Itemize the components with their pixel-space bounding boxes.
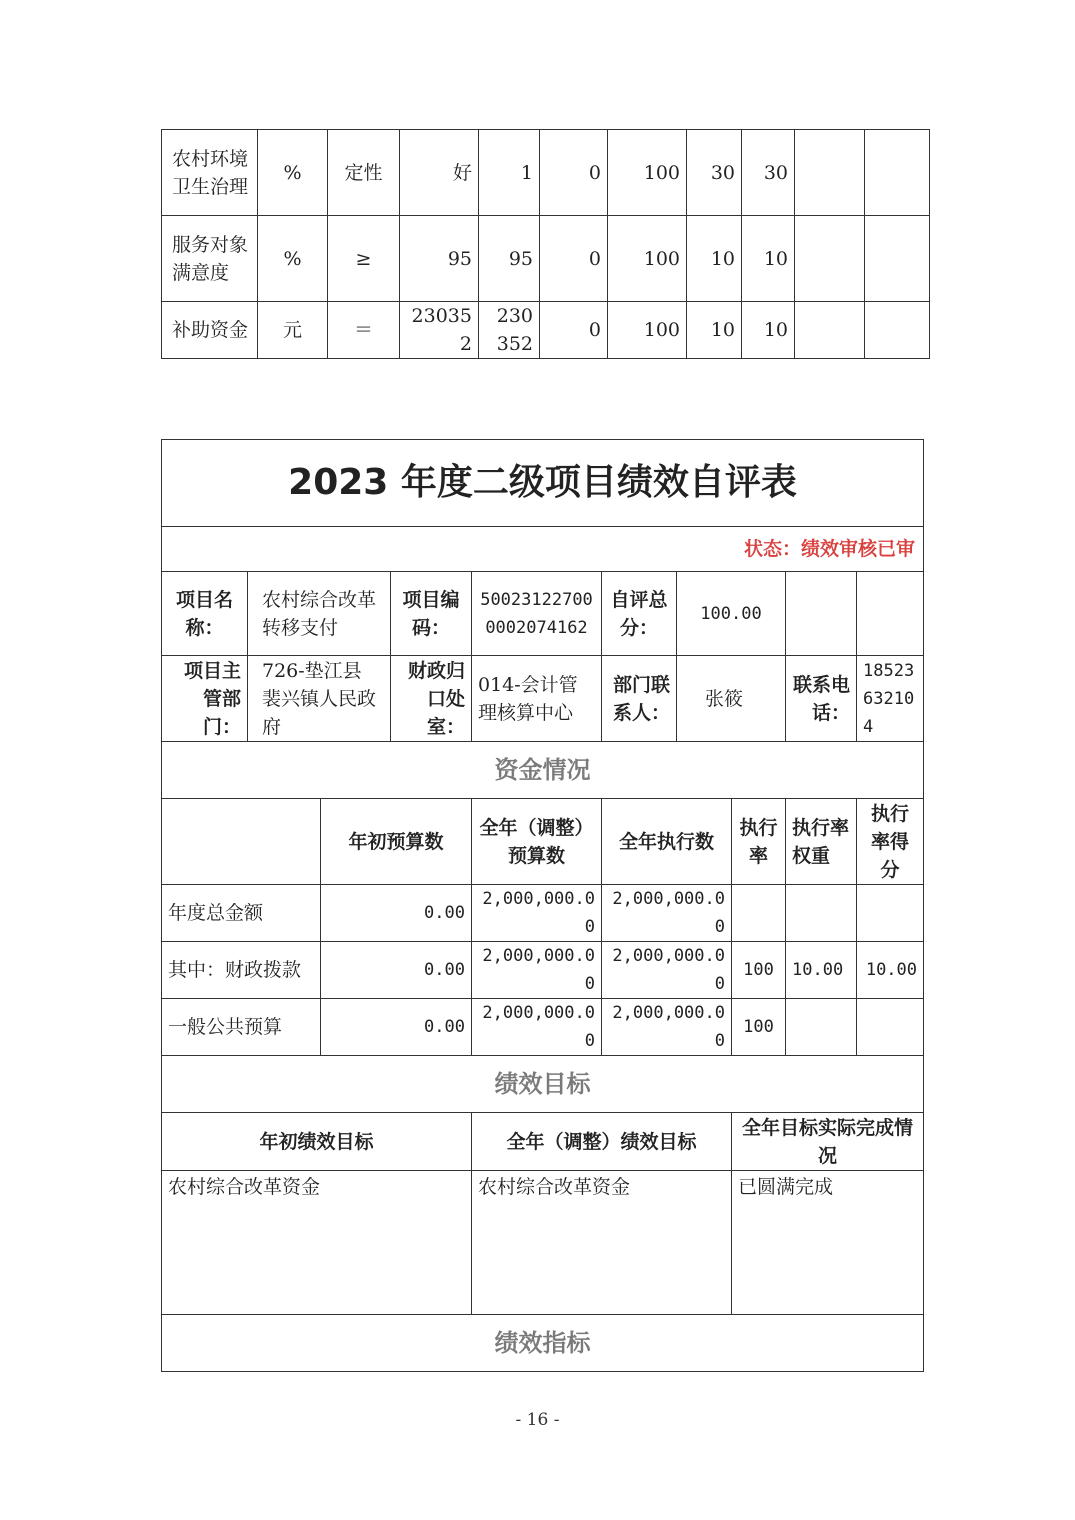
indicator-target: 95 [400,216,479,302]
finance-label: 财政归口处室： [391,656,472,742]
indicator-operator: ≥ [328,216,400,302]
initial-budget-value: 0.00 [321,999,472,1056]
indicator-name: 服务对象满意度 [162,216,258,302]
contact-value: 张筱 [677,656,786,742]
empty-cell [786,572,857,656]
indicator-value: 100 [608,130,687,216]
empty-cell [857,572,924,656]
indicator-actual: 1 [479,130,540,216]
header-executed: 全年执行数 [602,799,732,885]
indicator-actual: 230352 [479,302,540,359]
header-rate-score: 执行率得分 [857,799,924,885]
header-actual-completion: 全年目标实际完成情况 [732,1113,924,1171]
adjusted-goal-text: 农村综合改革资金 [472,1171,732,1315]
project-code-label: 项目编码： [391,572,472,656]
evaluation-form [161,439,924,1372]
table-row [162,302,930,359]
rate-weight-value [786,999,857,1056]
rate-weight-value [786,885,857,942]
goals-header-row [162,1113,924,1171]
indicator-weight: 10 [687,302,742,359]
header-adjusted-budget: 全年（调整）预算数 [472,799,602,885]
header-adjusted-goal: 全年（调整）绩效目标 [472,1113,732,1171]
title-row [162,440,924,527]
indicator-weight: 30 [687,130,742,216]
indicator-name: 补助资金 [162,302,258,359]
adjusted-budget-value: 2,000,000.00 [472,942,602,999]
execution-rate-value: 100 [732,999,786,1056]
indicator-operator: ＝ [328,302,400,359]
self-score-value: 100.00 [677,572,786,656]
rate-weight-value: 10.00 [786,942,857,999]
empty-cell [795,216,865,302]
funds-section-title: 资金情况 [162,742,924,799]
rate-score-value: 10.00 [857,942,924,999]
goals-section-title: 绩效目标 [162,1056,924,1113]
table-row [162,885,924,942]
indicator-weight: 10 [687,216,742,302]
header-rate-weight: 执行率权重 [786,799,857,885]
indicator-score: 30 [742,130,795,216]
table-row [162,130,930,216]
executed-value: 2,000,000.00 [602,885,732,942]
empty-cell [795,302,865,359]
executed-value: 2,000,000.00 [602,999,732,1056]
execution-rate-value [732,885,786,942]
status-badge: 状态：绩效审核已审 [162,527,924,572]
indicator-value: 100 [608,216,687,302]
indicator-unit: % [258,216,328,302]
indicator-value: 0 [540,130,608,216]
empty-cell [865,216,930,302]
rate-score-value [857,999,924,1056]
finance-value: 014-会计管理核算中心 [472,656,602,742]
indicator-score: 10 [742,216,795,302]
phone-value: 18523632104 [857,656,924,742]
project-code-value: 500231227000002074162 [472,572,602,656]
indicator-score: 10 [742,302,795,359]
executed-value: 2,000,000.00 [602,942,732,999]
table-row [162,216,930,302]
self-score-label: 自评总分： [602,572,677,656]
execution-rate-value: 100 [732,942,786,999]
indicators-section-title: 绩效指标 [162,1315,924,1372]
indicator-target: 230352 [400,302,479,359]
initial-goal-text: 农村综合改革资金 [162,1171,472,1315]
empty-cell [865,130,930,216]
indicator-value: 0 [540,216,608,302]
fund-row-label: 其中：财政拨款 [162,942,321,999]
section-row [162,742,924,799]
adjusted-budget-value: 2,000,000.00 [472,885,602,942]
initial-budget-value: 0.00 [321,885,472,942]
goals-content-row [162,1171,924,1315]
indicator-value: 0 [540,302,608,359]
indicator-name: 农村环境卫生治理 [162,130,258,216]
dept-value: 726-垫江县裴兴镇人民政府 [248,656,391,742]
header-execution-rate: 执行率 [732,799,786,885]
fund-row-label: 一般公共预算 [162,999,321,1056]
header-initial-goal: 年初绩效目标 [162,1113,472,1171]
page-number: - 16 - [515,1410,560,1430]
project-name-value: 农村综合改革转移支付 [248,572,391,656]
indicator-operator: 定性 [328,130,400,216]
initial-budget-value: 0.00 [321,942,472,999]
indicator-value: 100 [608,302,687,359]
page-title: 2023 年度二级项目绩效自评表 [162,440,924,527]
department-info-row [162,656,924,742]
status-row [162,527,924,572]
indicator-target: 好 [400,130,479,216]
phone-label: 联系电话： [786,656,857,742]
section-row [162,1315,924,1372]
indicator-unit: 元 [258,302,328,359]
indicator-actual: 95 [479,216,540,302]
empty-cell [162,799,321,885]
indicator-continuation-table [161,129,930,359]
project-info-row [162,572,924,656]
contact-label: 部门联系人： [602,656,677,742]
actual-completion-text: 已圆满完成 [732,1171,924,1315]
rate-score-value [857,885,924,942]
fund-row-label: 年度总金额 [162,885,321,942]
header-initial-budget: 年初预算数 [321,799,472,885]
project-name-label: 项目名称： [162,572,248,656]
table-row [162,942,924,999]
table-row [162,999,924,1056]
indicator-unit: % [258,130,328,216]
empty-cell [795,130,865,216]
dept-label: 项目主管部门： [162,656,248,742]
empty-cell [865,302,930,359]
funds-header-row [162,799,924,885]
adjusted-budget-value: 2,000,000.00 [472,999,602,1056]
section-row [162,1056,924,1113]
